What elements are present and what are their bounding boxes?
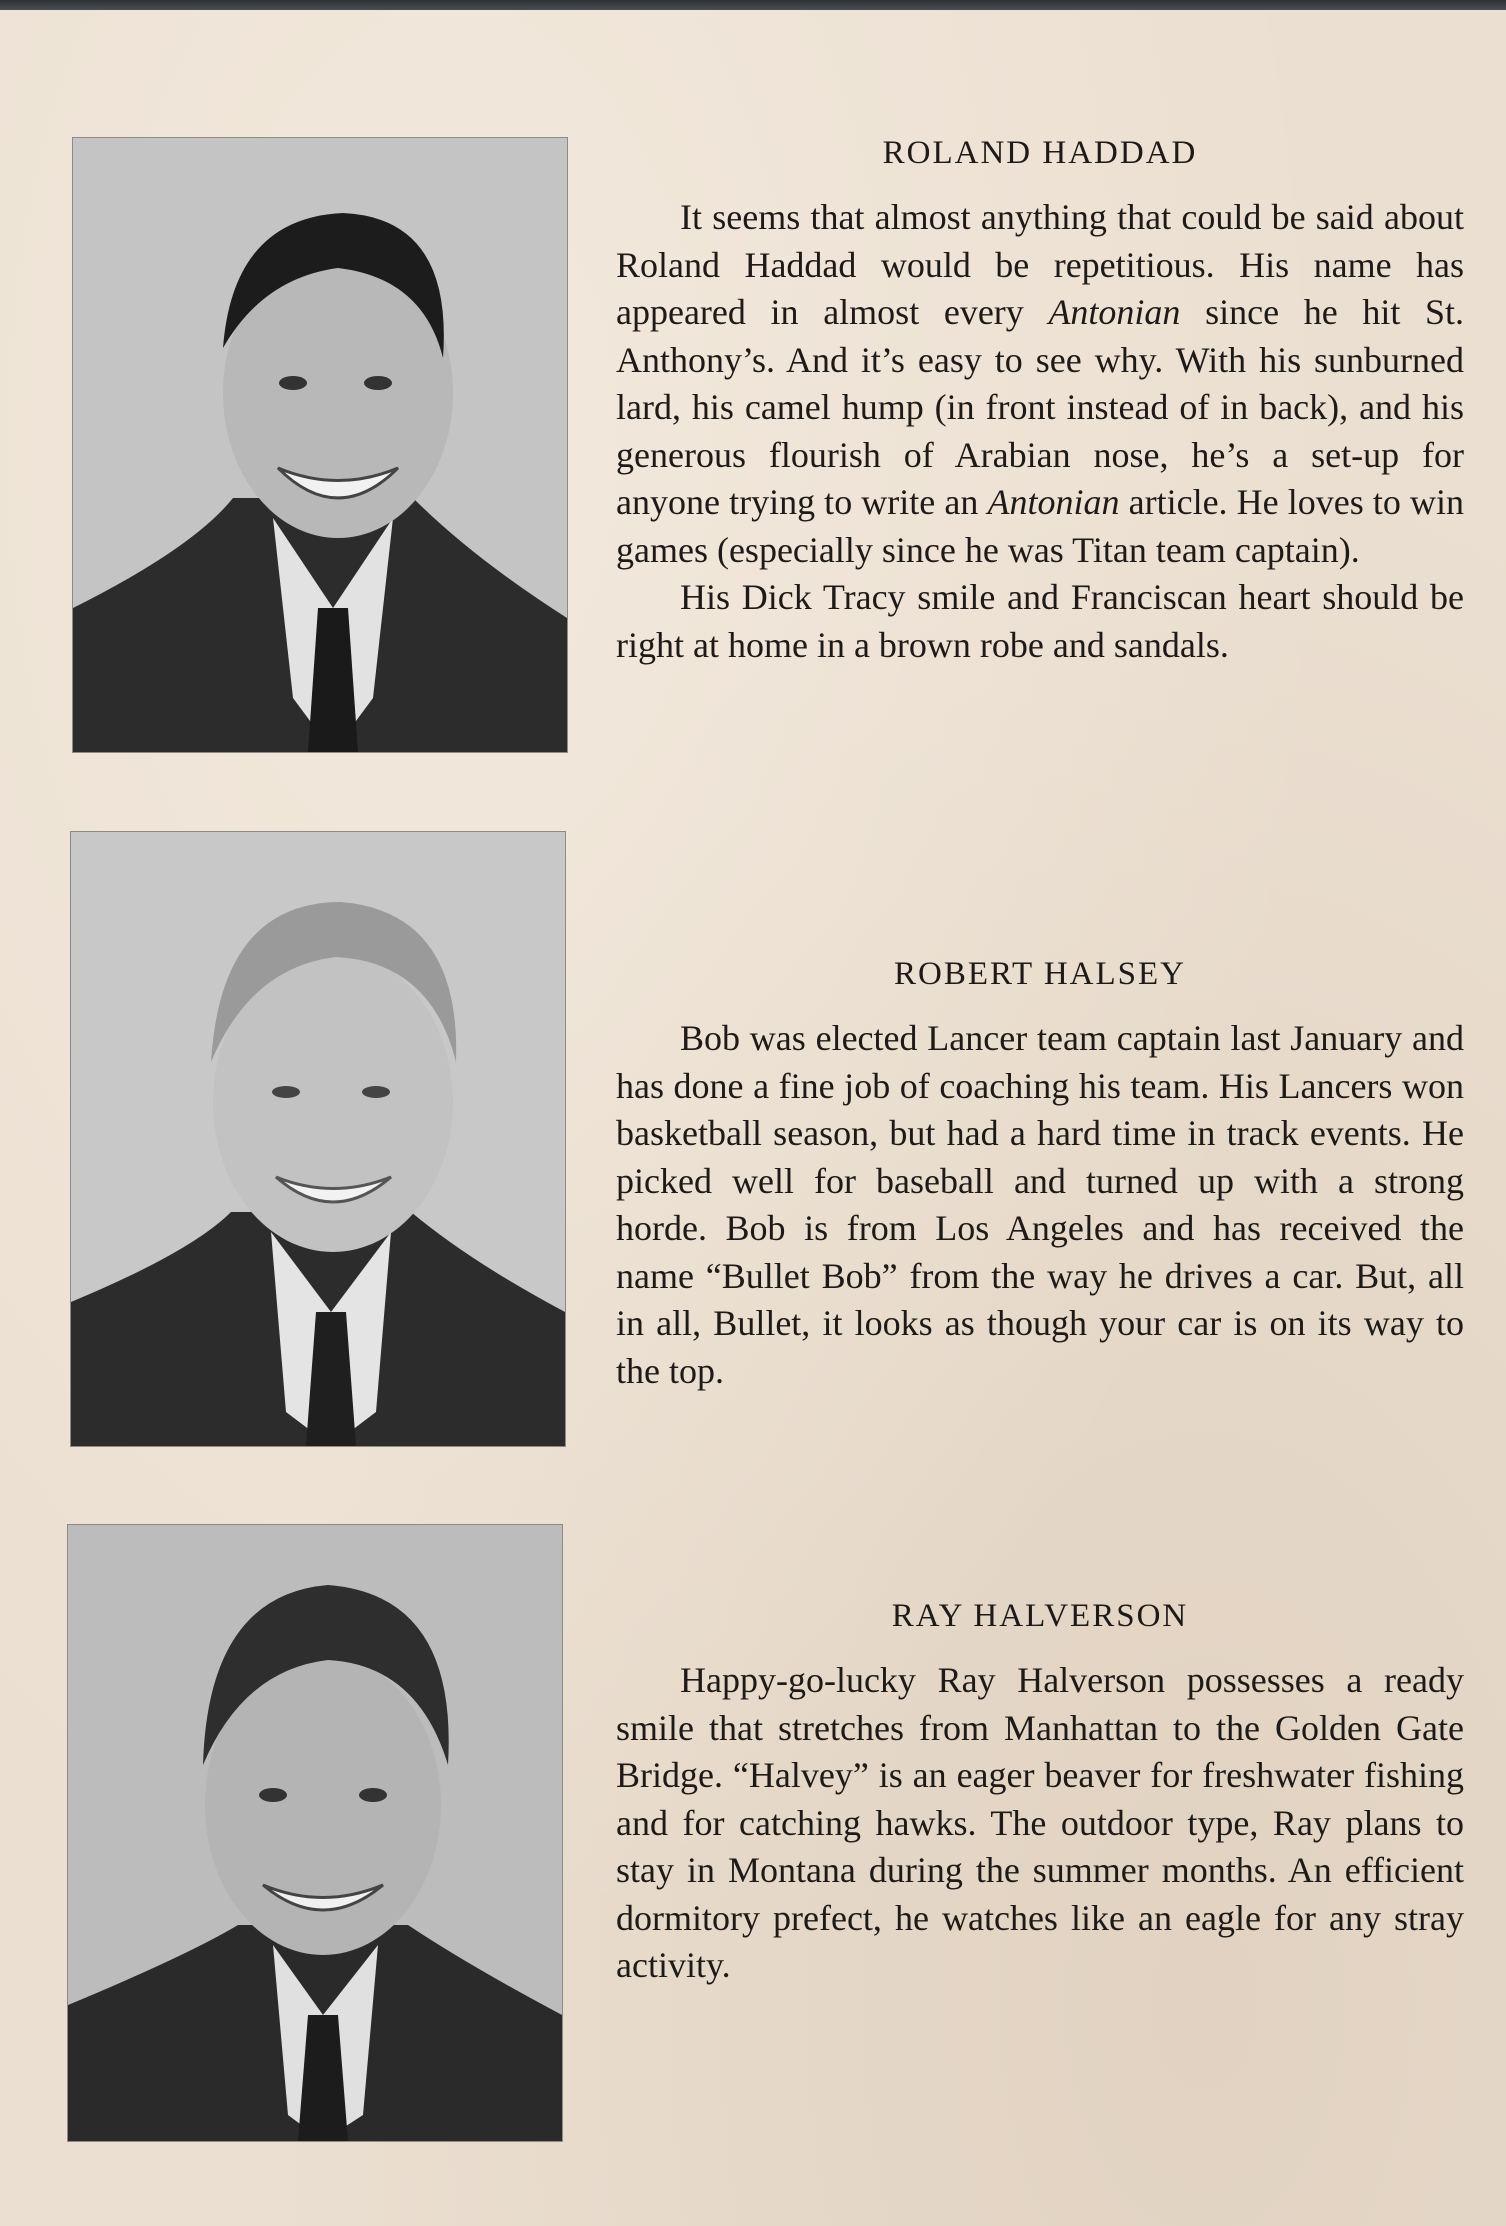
- entry-robert-halsey: [616, 956, 1464, 1395]
- text-run: since he hit St. Anthony’s. And it’s easy to see why. With his sunburned lard, his camel hump (in front instead of in back), and his generous flourish of Arabian nose, he’s a set-up for anyone trying to write an: [616, 292, 1464, 522]
- portrait-figure: [68, 1525, 562, 2141]
- publication-title: Antonian: [987, 482, 1120, 522]
- entry-ray-halverson: [616, 1598, 1464, 1990]
- text-run: article. He loves to win games (especially since he was Titan team captain).: [616, 482, 1464, 570]
- portrait-photo-ray-halverson: [67, 1524, 563, 2142]
- publication-title: Antonian: [1048, 292, 1181, 332]
- page-edge-bar: [0, 0, 1506, 10]
- entry-paragraph: [616, 194, 1464, 574]
- entry-paragraph: Bob was elected Lancer team captain last January and has done a fine job of coaching his team. His Lancers won basketball season, but had a hard time in track events. He picked well for baseball and turned up with a strong horde. Bob is from Los Angeles and has received the name “Bullet Bob” from the way he drives a car. But, all in all, Bullet, it looks as though your car is on its way to the top.: [616, 1018, 1464, 1391]
- portrait-figure: [73, 138, 567, 752]
- entry-roland-haddad: [616, 135, 1464, 669]
- entry-name: ROLAND HADDAD: [882, 135, 1198, 171]
- portrait-photo-roland-haddad: [72, 137, 568, 753]
- text-run: It seems that almost anything that could be said about Roland Haddad would be repetitious. His name has appeared in almost every: [616, 197, 1464, 332]
- entry-name: ROBERT HALSEY: [893, 956, 1186, 992]
- portrait-photo-robert-halsey: [70, 831, 566, 1447]
- entry-paragraph: Happy-go-lucky Ray Halverson possesses a ready smile that stretches from Manhattan to the Golden Gate Bridge. “Halvey” is an eager beaver for freshwater fishing and for catching hawks. The outdoor type, Ray plans to stay in Montana during the summer months. An efficient dormitory prefect, he watches like an eagle for any stray activity.: [616, 1660, 1464, 1985]
- entry-paragraph: His Dick Tracy smile and Franciscan heart should be right at home in a brown robe and sandals.: [616, 577, 1464, 665]
- entry-name: RAY HALVERSON: [891, 1598, 1189, 1634]
- portrait-figure: [71, 832, 565, 1446]
